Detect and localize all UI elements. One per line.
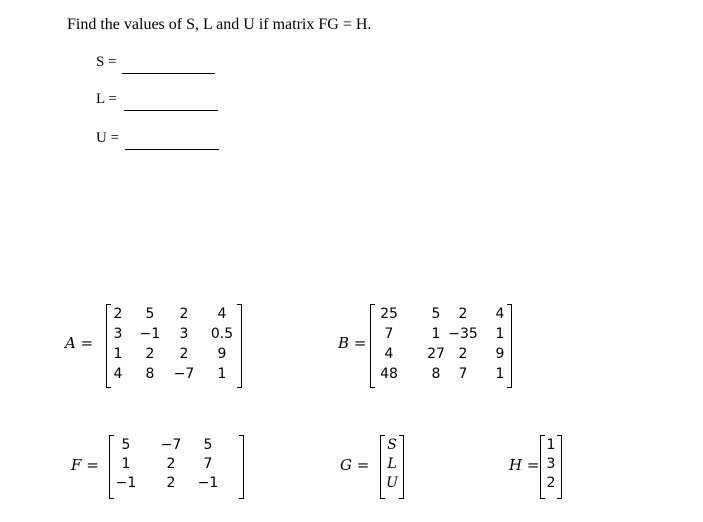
question-text: Find the values of S, L and U if matrix FG = H. bbox=[67, 16, 372, 33]
matrix-a-cell: 2 bbox=[179, 346, 189, 362]
matrix-a-cell: 1 bbox=[217, 366, 227, 382]
matrix-f-cell: 7 bbox=[203, 456, 213, 472]
matrix-b-cell: 7 bbox=[458, 366, 468, 382]
matrix-f-label: F = bbox=[71, 456, 99, 474]
matrix-g-grid bbox=[380, 435, 404, 499]
matrix-b-cell: 27 bbox=[427, 346, 445, 362]
matrix-g-cell: S bbox=[387, 437, 397, 453]
matrix-h-cell: 2 bbox=[546, 475, 556, 491]
matrix-a-cell: 9 bbox=[217, 346, 227, 362]
matrix-h-cell: 1 bbox=[546, 437, 556, 453]
matrix-a-cell: 5 bbox=[145, 306, 155, 322]
matrix-f-cell: 5 bbox=[121, 437, 131, 453]
matrix-b-cell: 2 bbox=[458, 346, 468, 362]
matrix-a-grid bbox=[106, 304, 242, 388]
matrix-f-cell: 1 bbox=[121, 456, 131, 472]
answer-l bbox=[96, 91, 226, 111]
matrix-g-cell: L bbox=[387, 456, 397, 472]
answer-s-blank bbox=[122, 72, 215, 74]
matrix-f-cell: 2 bbox=[166, 475, 176, 491]
answer-u bbox=[96, 130, 226, 150]
matrix-f-cell: 2 bbox=[166, 456, 176, 472]
matrix-f-cell: −1 bbox=[115, 475, 137, 491]
matrix-b-cell: 48 bbox=[380, 366, 398, 382]
matrix-f-right-bracket bbox=[239, 435, 244, 499]
matrix-b-cell: 7 bbox=[384, 326, 394, 342]
answer-u-label: U = bbox=[96, 130, 120, 146]
matrix-a-cell: 4 bbox=[113, 366, 123, 382]
matrix-a-cell: 2 bbox=[179, 306, 189, 322]
answer-s-label: S = bbox=[96, 54, 117, 70]
matrix-b-label: B = bbox=[338, 334, 367, 352]
matrix-b-cell: 2 bbox=[458, 306, 468, 322]
matrix-b-cell: 8 bbox=[431, 366, 441, 382]
matrix-a-cell: 4 bbox=[217, 306, 227, 322]
matrix-a-cell: −1 bbox=[139, 326, 161, 342]
answer-s bbox=[96, 54, 226, 74]
matrix-b-grid bbox=[370, 304, 512, 388]
matrix-f-cell: −1 bbox=[197, 475, 219, 491]
matrix-b-cell: −35 bbox=[448, 326, 478, 342]
matrix-a-cell: 1 bbox=[113, 346, 123, 362]
matrix-a-cell: 8 bbox=[145, 366, 155, 382]
matrix-g-name: G bbox=[340, 456, 352, 474]
matrix-g-label: G = bbox=[340, 456, 370, 474]
matrix-b-cell: 1 bbox=[495, 366, 505, 382]
matrix-b-cell: 5 bbox=[431, 306, 441, 322]
matrix-a-cell: 3 bbox=[113, 326, 123, 342]
matrix-a-label: A = bbox=[65, 334, 94, 352]
matrix-b-name: B bbox=[338, 334, 350, 352]
matrix-h-cell: 3 bbox=[546, 456, 556, 472]
matrix-f-name: F bbox=[71, 456, 82, 474]
answer-l-blank bbox=[124, 109, 218, 111]
matrix-b-cell: 4 bbox=[384, 346, 394, 362]
matrix-a-cell: 2 bbox=[145, 346, 155, 362]
matrix-f-grid bbox=[109, 435, 244, 499]
matrix-g-cell: U bbox=[386, 475, 398, 491]
matrix-h-grid bbox=[540, 435, 562, 499]
matrix-b-cell: 25 bbox=[380, 306, 398, 322]
matrix-b-cell: 9 bbox=[495, 346, 505, 362]
matrix-a-cell: 3 bbox=[179, 326, 189, 342]
matrix-f-cell: −7 bbox=[160, 437, 182, 453]
matrix-a-cell: 0.5 bbox=[210, 326, 234, 342]
answer-u-blank bbox=[125, 148, 219, 150]
matrix-h-label: H = bbox=[509, 456, 540, 474]
matrix-b-cell: 4 bbox=[495, 306, 505, 322]
matrix-b-cell: 1 bbox=[431, 326, 441, 342]
matrix-a-name: A bbox=[65, 334, 76, 352]
answer-l-label: L = bbox=[96, 91, 117, 107]
matrix-h-name: H bbox=[509, 456, 523, 474]
matrix-a-cell: −7 bbox=[173, 366, 195, 382]
matrix-f-cell: 5 bbox=[203, 437, 213, 453]
matrix-b-cell: 1 bbox=[495, 326, 505, 342]
matrix-a-cell: 2 bbox=[113, 306, 123, 322]
